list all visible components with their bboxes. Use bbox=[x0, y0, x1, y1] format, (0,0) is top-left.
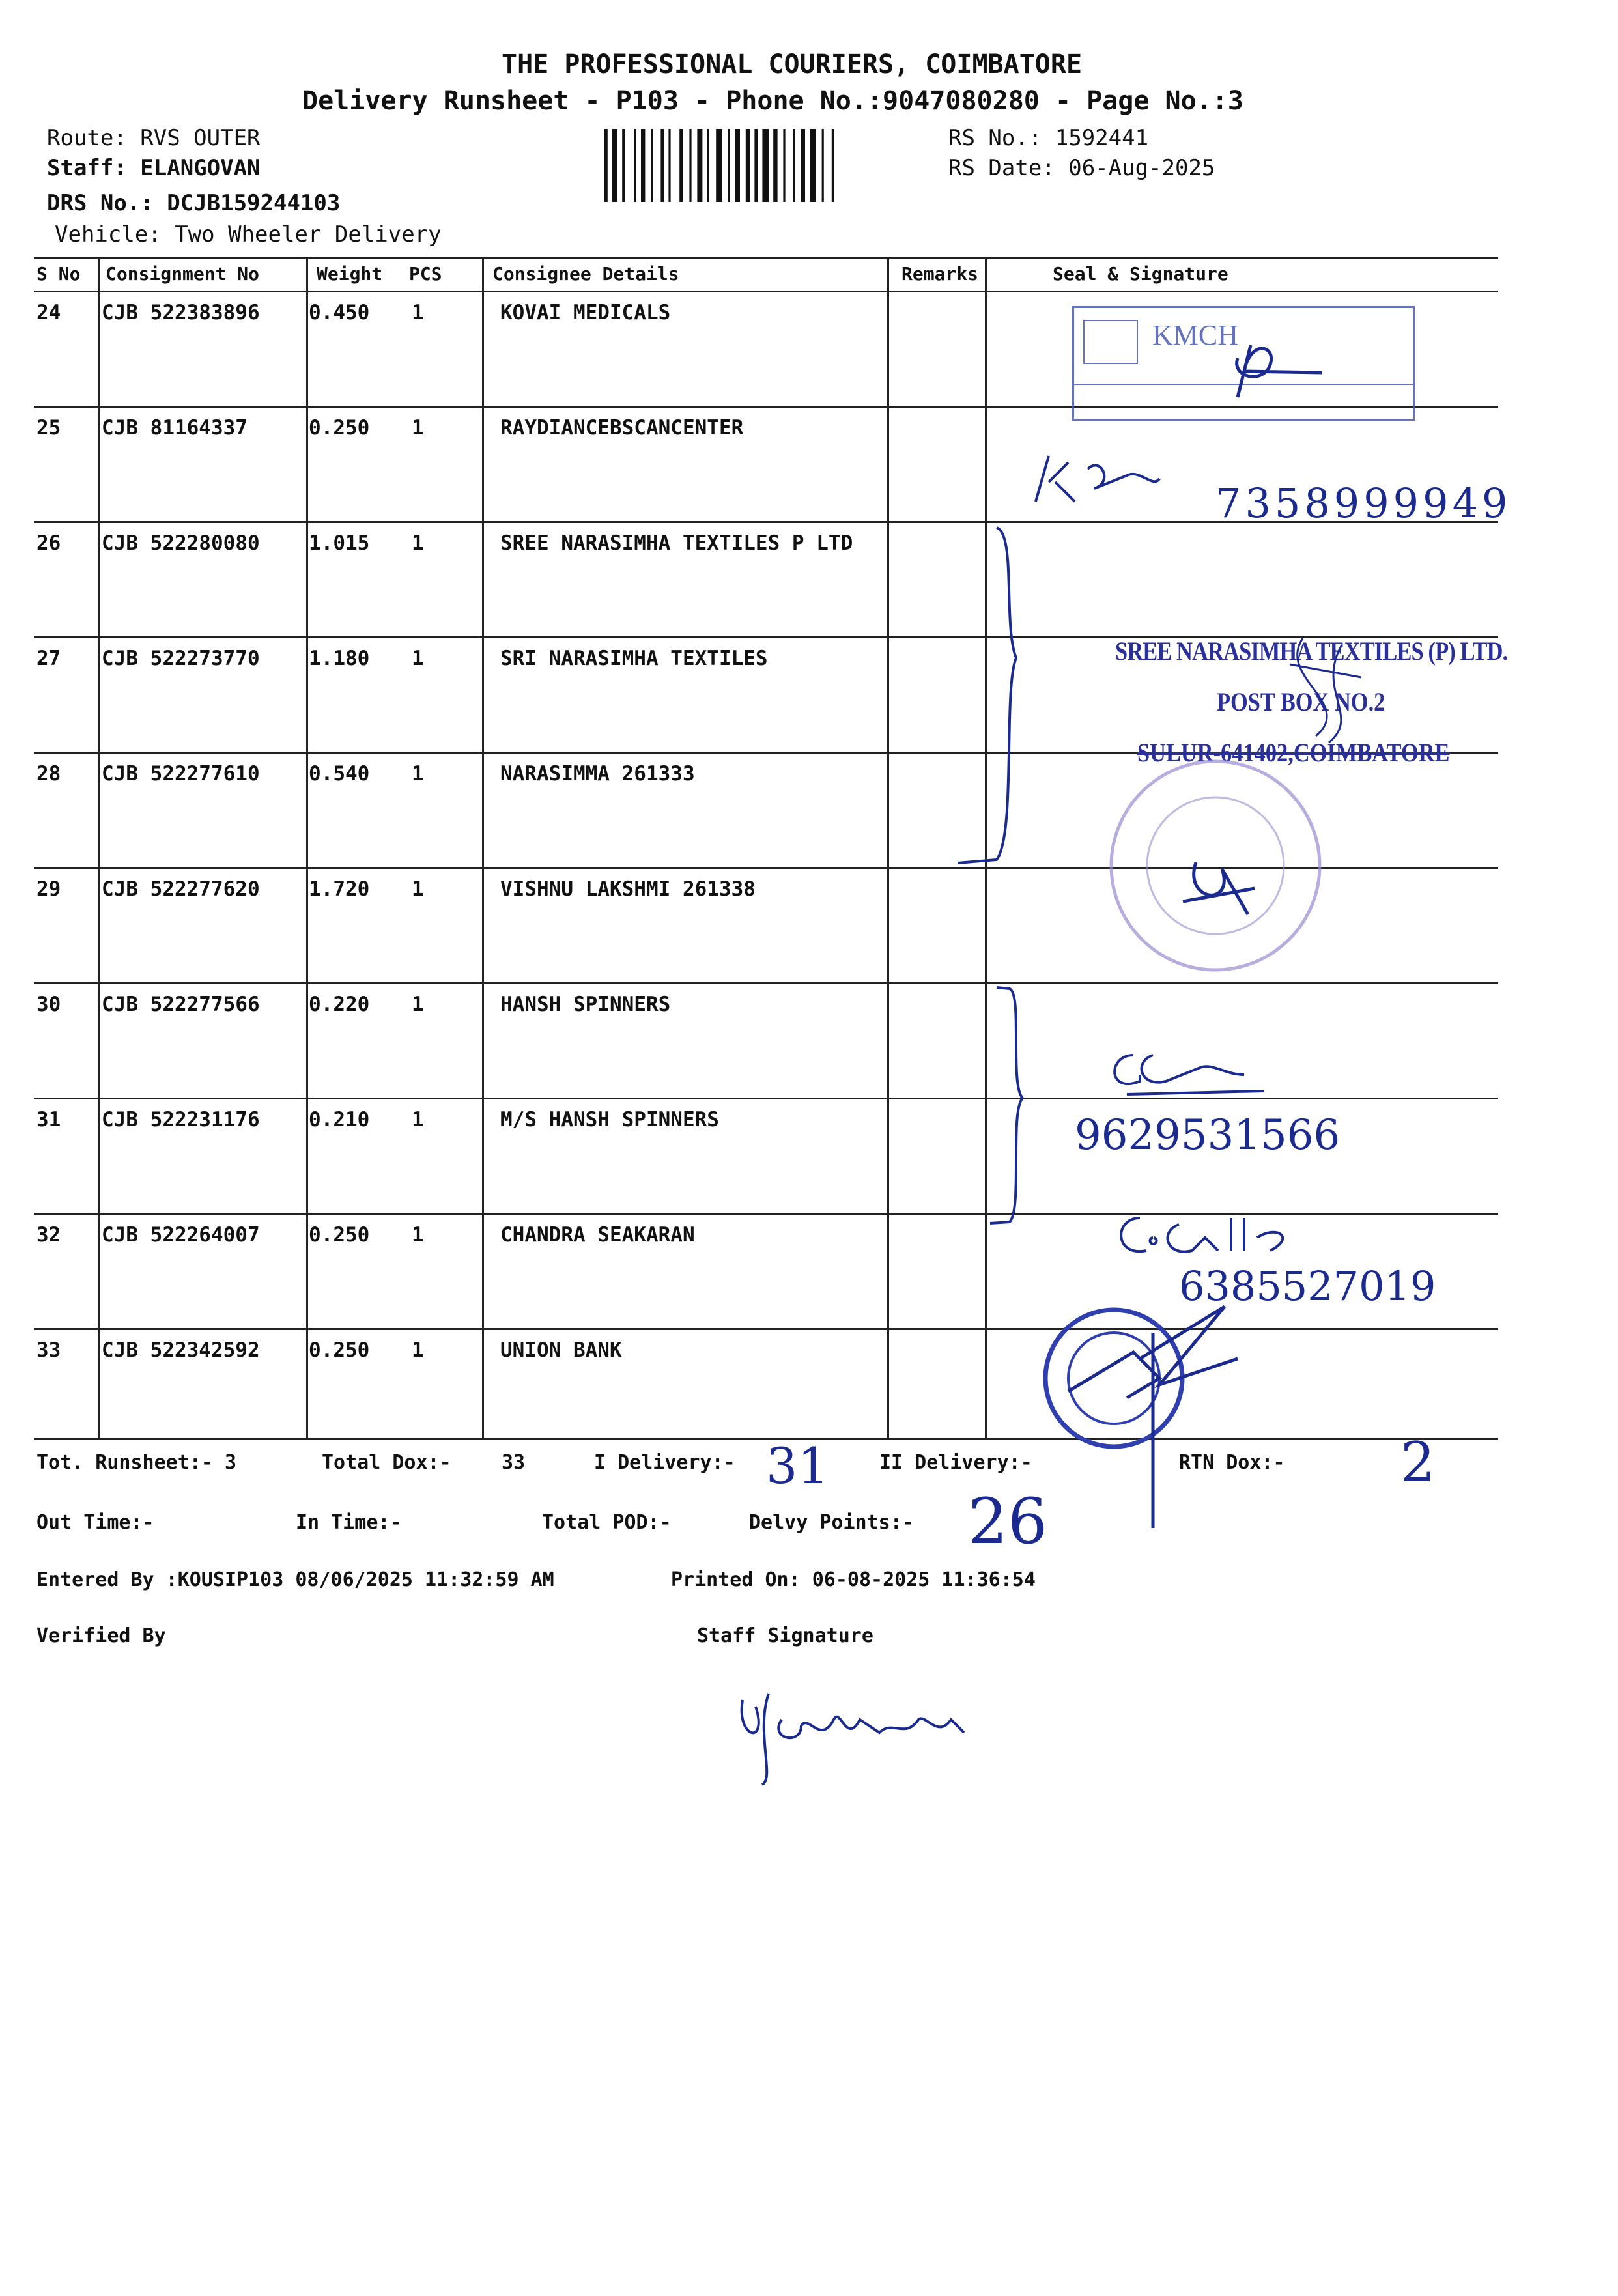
row-weight: 0.450 bbox=[309, 301, 370, 324]
row-weight: 0.540 bbox=[309, 762, 370, 786]
row-pcs: 1 bbox=[412, 647, 424, 670]
staff-field: Staff: ELANGOVAN bbox=[47, 155, 261, 181]
staff-signature bbox=[730, 1680, 977, 1798]
row-sno: 26 bbox=[36, 531, 61, 555]
row-weight: 0.250 bbox=[309, 1223, 370, 1247]
out-time: Out Time:- bbox=[36, 1511, 154, 1534]
row-consignee: VISHNU LAKSHMI 261338 bbox=[500, 877, 756, 901]
vishnu-lakshmi-round-stamp bbox=[1105, 758, 1326, 973]
row-sno: 24 bbox=[36, 301, 61, 324]
row-consignment: CJB 522280080 bbox=[102, 531, 260, 555]
row-sno: 25 bbox=[36, 416, 61, 440]
row-consignment: CJB 522277610 bbox=[102, 762, 260, 786]
row-weight: 0.250 bbox=[309, 416, 370, 440]
row-consignment: CJB 522231176 bbox=[102, 1108, 260, 1131]
brace-rows-30-31 bbox=[977, 981, 1055, 1228]
company-title: THE PROFESSIONAL COURIERS, COIMBATORE bbox=[502, 50, 1083, 79]
row-consignee: M/S HANSH SPINNERS bbox=[500, 1108, 719, 1131]
union-bank-round-stamp bbox=[1042, 1294, 1290, 1548]
row-pcs: 1 bbox=[412, 1339, 424, 1362]
row-consignee: NARASIMMA 261333 bbox=[500, 762, 695, 786]
handwritten-delvy-points: 26 bbox=[968, 1485, 1048, 1558]
row-pcs: 1 bbox=[412, 1108, 424, 1131]
row-consignment: CJB 522273770 bbox=[102, 647, 260, 670]
row-weight: 1.720 bbox=[309, 877, 370, 901]
ii-delivery-label: II Delivery:- bbox=[879, 1451, 1032, 1474]
rs-date: RS Date: 06-Aug-2025 bbox=[948, 155, 1215, 181]
delvy-points-label: Delvy Points:- bbox=[749, 1511, 914, 1534]
row-consignment: CJB 81164337 bbox=[102, 416, 248, 440]
col-header-remarks: Remarks bbox=[901, 263, 979, 285]
row-pcs: 1 bbox=[412, 416, 424, 440]
row-pcs: 1 bbox=[412, 531, 424, 555]
row-consignee: UNION BANK bbox=[500, 1339, 622, 1362]
row-weight: 0.220 bbox=[309, 993, 370, 1016]
drs-number: DRS No.: DCJB159244103 bbox=[47, 190, 341, 216]
kmch-stamp-text: KMCH bbox=[1152, 319, 1239, 351]
staff-signature-label: Staff Signature bbox=[697, 1624, 873, 1647]
in-time: In Time:- bbox=[296, 1511, 402, 1534]
runsheet-subtitle: Delivery Runsheet - P103 - Phone No.:9047080280 - Page No.:3 bbox=[302, 86, 1243, 116]
row-pcs: 1 bbox=[412, 993, 424, 1016]
vehicle-field: Vehicle: Two Wheeler Delivery bbox=[55, 221, 442, 248]
row-weight: 1.180 bbox=[309, 647, 370, 670]
row-sno: 27 bbox=[36, 647, 61, 670]
row-pcs: 1 bbox=[412, 762, 424, 786]
handwritten-phone-row25: 7358999949 bbox=[1215, 479, 1512, 527]
rs-number: RS No.: 1592441 bbox=[948, 125, 1149, 151]
row-pcs: 1 bbox=[412, 1223, 424, 1247]
total-dox-value: 33 bbox=[502, 1451, 526, 1474]
narasimha-stamp-line2: POST BOX NO.2 bbox=[1217, 687, 1385, 716]
row-consignee: HANSH SPINNERS bbox=[500, 993, 671, 1016]
row-sno: 30 bbox=[36, 993, 61, 1016]
row-weight: 1.015 bbox=[309, 531, 370, 555]
rtn-dox-label: RTN Dox:- bbox=[1179, 1451, 1285, 1474]
col-header-sno: S No bbox=[36, 263, 81, 285]
signature-row24 bbox=[1212, 332, 1368, 404]
total-dox-label: Total Dox:- bbox=[322, 1451, 451, 1474]
narasimha-stamp-line3: SULUR-641402,COIMBATORE bbox=[1137, 738, 1450, 767]
col-header-pcs: PCS bbox=[409, 263, 442, 285]
row-sno: 33 bbox=[36, 1339, 61, 1362]
row-sno: 32 bbox=[36, 1223, 61, 1247]
col-header-consignment: Consignment No bbox=[106, 263, 260, 285]
i-delivery-label: I Delivery:- bbox=[594, 1451, 735, 1474]
row-consignment: CJB 522342592 bbox=[102, 1339, 260, 1362]
row-consignee: CHANDRA SEAKARAN bbox=[500, 1223, 695, 1247]
row-consignee: SREE NARASIMHA TEXTILES P LTD bbox=[500, 531, 853, 555]
row-consignment: CJB 522264007 bbox=[102, 1223, 260, 1247]
row-sno: 28 bbox=[36, 762, 61, 786]
row-consignee: KOVAI MEDICALS bbox=[500, 301, 671, 324]
narasimha-stamp-line1: SREE NARASIMHA TEXTILES (P) LTD. bbox=[1115, 636, 1508, 666]
row-consignment: CJB 522277620 bbox=[102, 877, 260, 901]
printed-on: Printed On: 06-08-2025 11:36:54 bbox=[671, 1568, 1036, 1591]
row-weight: 0.250 bbox=[309, 1339, 370, 1362]
row-sno: 29 bbox=[36, 877, 61, 901]
route-field: Route: RVS OUTER bbox=[47, 125, 261, 151]
handwritten-phone-row32: 6385527019 bbox=[1179, 1262, 1436, 1310]
handwritten-phone-row31: 9629531566 bbox=[1075, 1111, 1341, 1159]
row-pcs: 1 bbox=[412, 301, 424, 324]
col-header-consignee: Consignee Details bbox=[492, 263, 679, 285]
entered-by: Entered By :KOUSIP103 08/06/2025 11:32:59 AM bbox=[36, 1568, 554, 1591]
row-consignee: SRI NARASIMHA TEXTILES bbox=[500, 647, 768, 670]
signature-narasimha bbox=[1264, 625, 1394, 756]
signature-row32 bbox=[1107, 1212, 1303, 1264]
brace-rows-26-28 bbox=[944, 521, 1036, 873]
col-header-weight: Weight bbox=[317, 263, 383, 285]
tot-runsheet: Tot. Runsheet:- 3 bbox=[36, 1451, 237, 1474]
signature-row25 bbox=[1029, 443, 1199, 515]
col-header-seal-signature: Seal & Signature bbox=[1053, 263, 1228, 285]
signature-row30 bbox=[1101, 1042, 1270, 1101]
verified-by: Verified By bbox=[36, 1624, 166, 1647]
row-pcs: 1 bbox=[412, 877, 424, 901]
row-consignment: CJB 522277566 bbox=[102, 993, 260, 1016]
row-consignment: CJB 522383896 bbox=[102, 301, 260, 324]
handwritten-rtn-dox: 2 bbox=[1400, 1430, 1436, 1494]
total-pod: Total POD:- bbox=[542, 1511, 672, 1534]
handwritten-i-delivery: 31 bbox=[766, 1437, 829, 1495]
row-weight: 0.210 bbox=[309, 1108, 370, 1131]
row-consignee: RAYDIANCEBSCANCENTER bbox=[500, 416, 744, 440]
row-sno: 31 bbox=[36, 1108, 61, 1131]
